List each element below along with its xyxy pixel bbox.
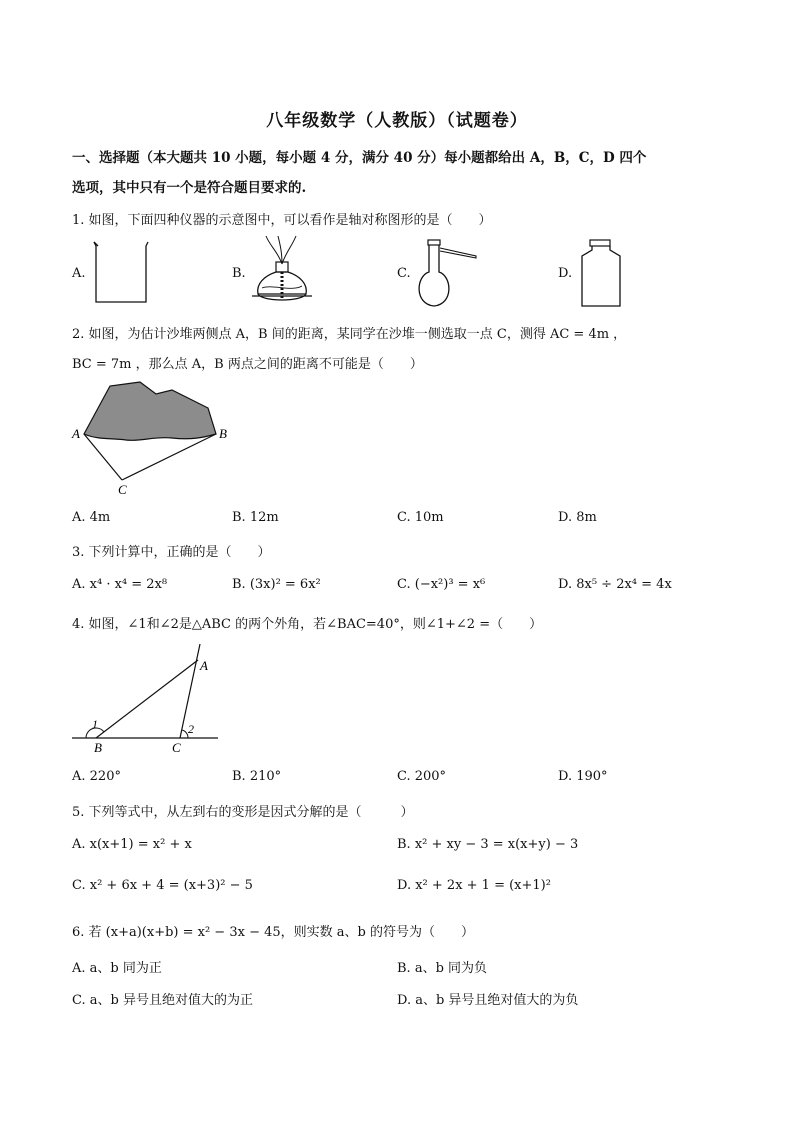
label-1: 1 — [92, 717, 98, 731]
q6-option-a: A. a、b 同为正 — [72, 961, 162, 976]
q2-sandpile-figure — [68, 378, 238, 498]
q6-option-c: C. a、b 异号且绝对值大的为正 — [72, 993, 253, 1008]
q2-option-b: B. 12m — [232, 510, 279, 525]
q4-option-b: B. 210° — [232, 769, 282, 784]
question-3-stem: 3. 下列计算中，正确的是（ ） — [72, 545, 271, 560]
q1-option-c-label: C. — [397, 266, 411, 281]
segment-ac — [84, 434, 122, 480]
label-a: A — [72, 426, 80, 441]
question-5-stem: 5. 下列等式中，从左到右的变形是因式分解的是（ ） — [72, 805, 414, 820]
question-4-stem: 4. 如图，∠1和∠2是△ABC 的两个外角，若∠BAC=40°，则∠1+∠2 =（ ） — [72, 617, 543, 632]
flask-with-tube-icon — [410, 236, 486, 310]
q2-option-d: D. 8m — [558, 510, 597, 525]
alcohol-lamp-icon — [248, 234, 316, 310]
label-b: B — [219, 426, 227, 441]
section-heading-line1: 一、选择题（本大题共 10 小题，每小题 4 分，满分 40 分）每小题都给出 A，B，C，D 四个 — [72, 150, 647, 166]
q3-option-a: A. x⁴ · x⁴ = 2x⁸ — [72, 577, 168, 592]
question-2-stem-line1: 2. 如图，为估计沙堆两侧点 A，B 间的距离，某同学在沙堆一侧选取一点 C，测得 AC = 4m ， — [72, 327, 627, 342]
q2-option-c: C. 10m — [397, 510, 444, 525]
segment-bc — [122, 434, 216, 480]
q1-option-b-label: B. — [232, 266, 246, 281]
label-c: C — [118, 482, 127, 497]
q6-option-d: D. a、b 异号且绝对值大的为负 — [397, 993, 579, 1008]
q2-option-a: A. 4m — [72, 510, 111, 525]
q4-option-d: D. 190° — [558, 769, 608, 784]
q4-triangle-figure — [68, 640, 228, 756]
label-b: B — [94, 740, 102, 755]
q5-option-c: C. x² + 6x + 4 = (x+3)² − 5 — [72, 878, 253, 893]
sandpile-shape — [84, 382, 216, 440]
page-title: 八年级数学（人教版）（试题卷） — [266, 111, 528, 131]
question-2-stem-line2: BC = 7m ，那么点 A，B 两点之间的距离不可能是（ ） — [72, 357, 423, 372]
q1-option-d-label: D. — [558, 266, 573, 281]
section-heading-line2: 选项，其中只有一个是符合题目要求的. — [72, 180, 307, 196]
question-6-stem: 6. 若 (x+a)(x+b) = x² − 3x − 45，则实数 a、b 的符号为（ ） — [72, 925, 474, 940]
label-c: C — [172, 740, 181, 755]
q3-option-d: D. 8x⁵ ÷ 2x⁴ = 4x — [558, 577, 672, 592]
q5-option-a: A. x(x+1) = x² + x — [72, 837, 192, 852]
q5-option-d: D. x² + 2x + 1 = (x+1)² — [397, 878, 551, 893]
q4-option-c: C. 200° — [397, 769, 447, 784]
q6-option-b: B. a、b 同为负 — [397, 961, 488, 976]
q3-option-c: C. (−x²)³ = x⁶ — [397, 577, 486, 592]
label-a: A — [200, 658, 208, 673]
q4-option-a: A. 220° — [72, 769, 121, 784]
q1-option-a-label: A. — [72, 266, 86, 281]
label-2: 2 — [188, 722, 194, 736]
beaker-icon — [86, 240, 156, 310]
reagent-bottle-icon — [576, 236, 626, 310]
q3-option-b: B. (3x)² = 6x² — [232, 577, 321, 592]
question-1-stem: 1. 如图，下面四种仪器的示意图中，可以看作是轴对称图形的是（ ） — [72, 213, 492, 228]
q5-option-b: B. x² + xy − 3 = x(x+y) − 3 — [397, 837, 579, 852]
